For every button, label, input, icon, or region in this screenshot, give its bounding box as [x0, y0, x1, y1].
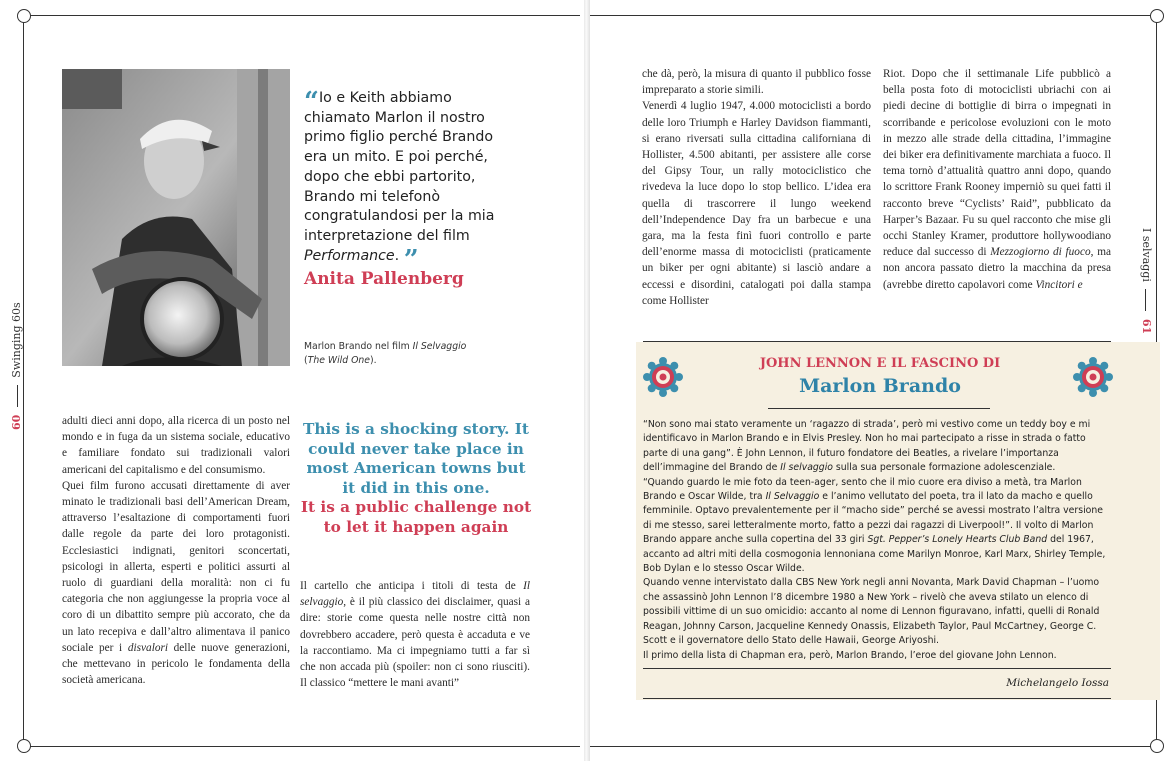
box-bottom-rule [643, 698, 1111, 699]
caption-film: Il Selvaggio [412, 341, 467, 352]
paragraph [62, 478, 290, 689]
quote-end: . [394, 247, 400, 264]
text-span: , è il più classico dei disclaimer, quasi a dire: storie come questa nelle nostre città non dovrebbero accadere, però questa è accaduta e ve la raccontiamo. Ma ci impegniamo tutti a far sì che non accada più (spoiler: non ci sono riusciti). Il classico “mettere le mani avanti” [300, 596, 530, 690]
box-kicker: JOHN LENNON E IL FASCINO DI [759, 356, 1001, 371]
close-quote-icon: ” [403, 244, 419, 275]
text-span: Quei film furono accusati direttamente di aver minato le tradizionali basi dell’American Dream, attraverso l’esaltazione di comportamenti fuori dalle regole da parte dei loro protagonisti. Ecclesiastici indignati, genitori sconcertati, psicologi in allerta, esperti e politici assurti al ruolo di guardiani della moralità: non ci fu categoria che non aggiungesse la propria voce al coro di un dibattito sempre più accorato, che da un lato recepiva e dall’altro alimentava il panico sociale per i [62, 479, 290, 654]
text-span: , ma non ancora passato dietro la macchina da presa (avrebbe diretto capolavori come [883, 246, 1112, 291]
box-signature: Michelangelo Iossa [1006, 677, 1109, 689]
paragraph [643, 476, 1110, 577]
paragraph [643, 418, 1110, 476]
paragraph: che dà, però, la misura di quanto il pubblico fosse impreparato a storie simili. [642, 68, 871, 97]
right-page-column-2 [883, 66, 1111, 293]
italic-span: Il Selvaggio [765, 491, 820, 503]
italic-span: Vincitori e [1035, 278, 1083, 291]
right-page-column-1 [642, 66, 871, 309]
text-span: “Non sono mai stato veramente un ‘ragazzo di strada’, però mi vestivo come un teddy boy e mi identificavo in Marlon Brando e in Elvis Presley. Non ho mai partecipato a risse in strada o fatto parte di una gang”. È John Lennon, il futuro fondatore dei Beatles, a rivelare l’importanza dell’immagine del Brando de [643, 419, 1091, 474]
box-top-rule [643, 341, 1111, 342]
mod-target-icon [643, 357, 683, 397]
book-spine [584, 0, 590, 761]
quote-author: Anita Pallenberg [304, 269, 464, 290]
page-number: 60 [10, 414, 23, 430]
disclaimer-blue-text: This is a shocking story. It could never take place in most American towns but it did in this one. [303, 420, 529, 497]
quote-text: Io e Keith abbiamo chiamato Marlon il nostro primo figlio perché Brando era un mito. E poi perché, dopo che ebbi partorito, Brando mi telefonò congratulandosi per la mia interpretazione del film [304, 90, 495, 244]
text-span: Riot. Dopo che il settimanale Life pubblicò a bella posta foto di motociclisti ubriachi con ai piedi decine di bottiglie di birra o impegnati in scorribande e pericolose evoluzioni con le moto in mezzo alle strade della cittadina, l’immagine dei biker era definitivamente marchiata a fuoco. Il tema tornò d’attualità quattro anni dopo, quando lo scrittore Frank Rooney imperniò su quei fatti il racconto breve “Cyclists’ Raid”, pubblicato da Harper’s Bazaar. Fu su quel racconto che mise gli occhi Stanley Kramer, produttore hollywoodiano reduce dal successo di [883, 68, 1111, 259]
photo-illustration [62, 69, 290, 366]
text-span: sulla sua personale formazione adolescenziale. [832, 462, 1056, 474]
quote-film-title: Performance [304, 247, 395, 264]
paragraph [300, 578, 530, 691]
pull-quote [304, 89, 496, 290]
text-span: “Quando guardo le mie foto da teen-ager, sento che il mio cuore era diviso a metà, tra Marlon Brando e Oscar Wilde, tra [643, 476, 1082, 503]
corner-ornament [1150, 9, 1164, 23]
text-span: Il cartello che anticipa i titoli di testa de [300, 580, 524, 592]
marlon-brando-photo [62, 69, 290, 366]
mod-target-icon [1073, 357, 1113, 397]
italic-span: Il selvaggio [300, 580, 530, 609]
disclaimer-red-text: It is a public challenge not to let it happen again [300, 498, 532, 536]
corner-ornament [1150, 739, 1164, 753]
left-page-column-2 [300, 578, 530, 691]
box-title-rule [768, 408, 990, 409]
corner-ornament [17, 739, 31, 753]
section-title: I selvaggi [1140, 228, 1153, 282]
text-span: del 1967, accanto ad altri miti della cosmogonia lennoniana come Marilyn Monroe, Karl Marx, Shirley Temple, Bob Dylan e lo stesso Oscar Wilde. [643, 534, 1106, 575]
left-page-folio [10, 302, 23, 430]
italic-span: Il selvaggio [780, 462, 833, 474]
box-text-rule [643, 668, 1111, 669]
page-number: 61 [1140, 318, 1153, 335]
italic-span: disvalori [127, 641, 169, 654]
corner-ornament [17, 9, 31, 23]
text-span: e l’animo vellutato del poeta, tra il lato da macho e quello femminile. Optavo prevalentemente per il “macho side” perché se avessi mostrato l’altra versione di me stesso, sarei letteralmente morto, fatto a pezzi dai ragazzi di Liverpool!”. Il volto di Marlon Brando appare anche sulla copertina del 33 giri [643, 491, 1103, 546]
text-span: delle nuove generazioni, che mettevano in pericolo le fondamenta della società americana. [62, 641, 290, 687]
paragraph: Quando venne intervistato dalla CBS New York negli anni Novanta, Mark David Chapman – l’uomo che assassinò John Lennon l’8 dicembre 1980 a New York – rivelò che aveva stilato un elenco di possibili vittime di un suo omicidio: accanto al nome di Lennon figuravano, infatti, quelli di Ronald Reagan, Johnny Carson, Jacqueline Kennedy Onassis, Elizabeth Taylor, Paul McCartney, George C. Scott e il governatore dello Stato delle Hawaii, George Ariyoshi. [643, 577, 1100, 647]
caption-original-title: The Wild One [307, 355, 371, 366]
right-page-folio [1140, 228, 1153, 334]
film-disclaimer-callout [300, 420, 532, 538]
section-title: Swinging 60s [10, 302, 23, 378]
box-title: Marlon Brando [799, 375, 961, 397]
box-body [643, 418, 1110, 663]
caption-prefix: Marlon Brando nel film [304, 341, 413, 352]
italic-span: Mezzogiorno di fuoco [990, 246, 1091, 259]
open-quote-icon: “ [304, 87, 319, 117]
left-page-column-1 [62, 413, 290, 688]
italic-span: Sgt. Pepper’s Lonely Hearts Club Band [867, 534, 1048, 546]
photo-caption: Marlon Brando nel film Il Selvaggio (The Wild One). [304, 341, 467, 366]
paragraph: adulti dieci anni dopo, alla ricerca di un posto nel mondo e in fuga da un sistema sociale, educativo e familiare fondato sui tradizionali valori americani del capitalismo e del consumismo. [62, 415, 290, 476]
paragraph [883, 66, 1111, 293]
paragraph: Venerdì 4 luglio 1947, 4.000 motociclisti a bordo delle loro Triumph e Harley Davidson fiammanti, si erano riversati sulla cittadina californiana di Hollister, 4.500 abitanti, per assistere alle corse del Gipsy Tour, un rally motociclistico che rivedeva la luce dopo lo stop bellico. L’idea era quella di trascorrere il lungo weekend dell’Independence Day fra un barbecue e una gara, ma la festa finì fuori controllo e parte dell’enorme massa di motociclisti (praticamente un biker per ogni abitante) si lasciò andare a eccessi e disordini, catalogati poi dalla stampa come Hollister [642, 100, 871, 307]
paragraph: Il primo della lista di Chapman era, però, Marlon Brando, l’eroe del giovane John Lennon. [643, 649, 1057, 661]
caption-suffix: ). [370, 355, 377, 366]
